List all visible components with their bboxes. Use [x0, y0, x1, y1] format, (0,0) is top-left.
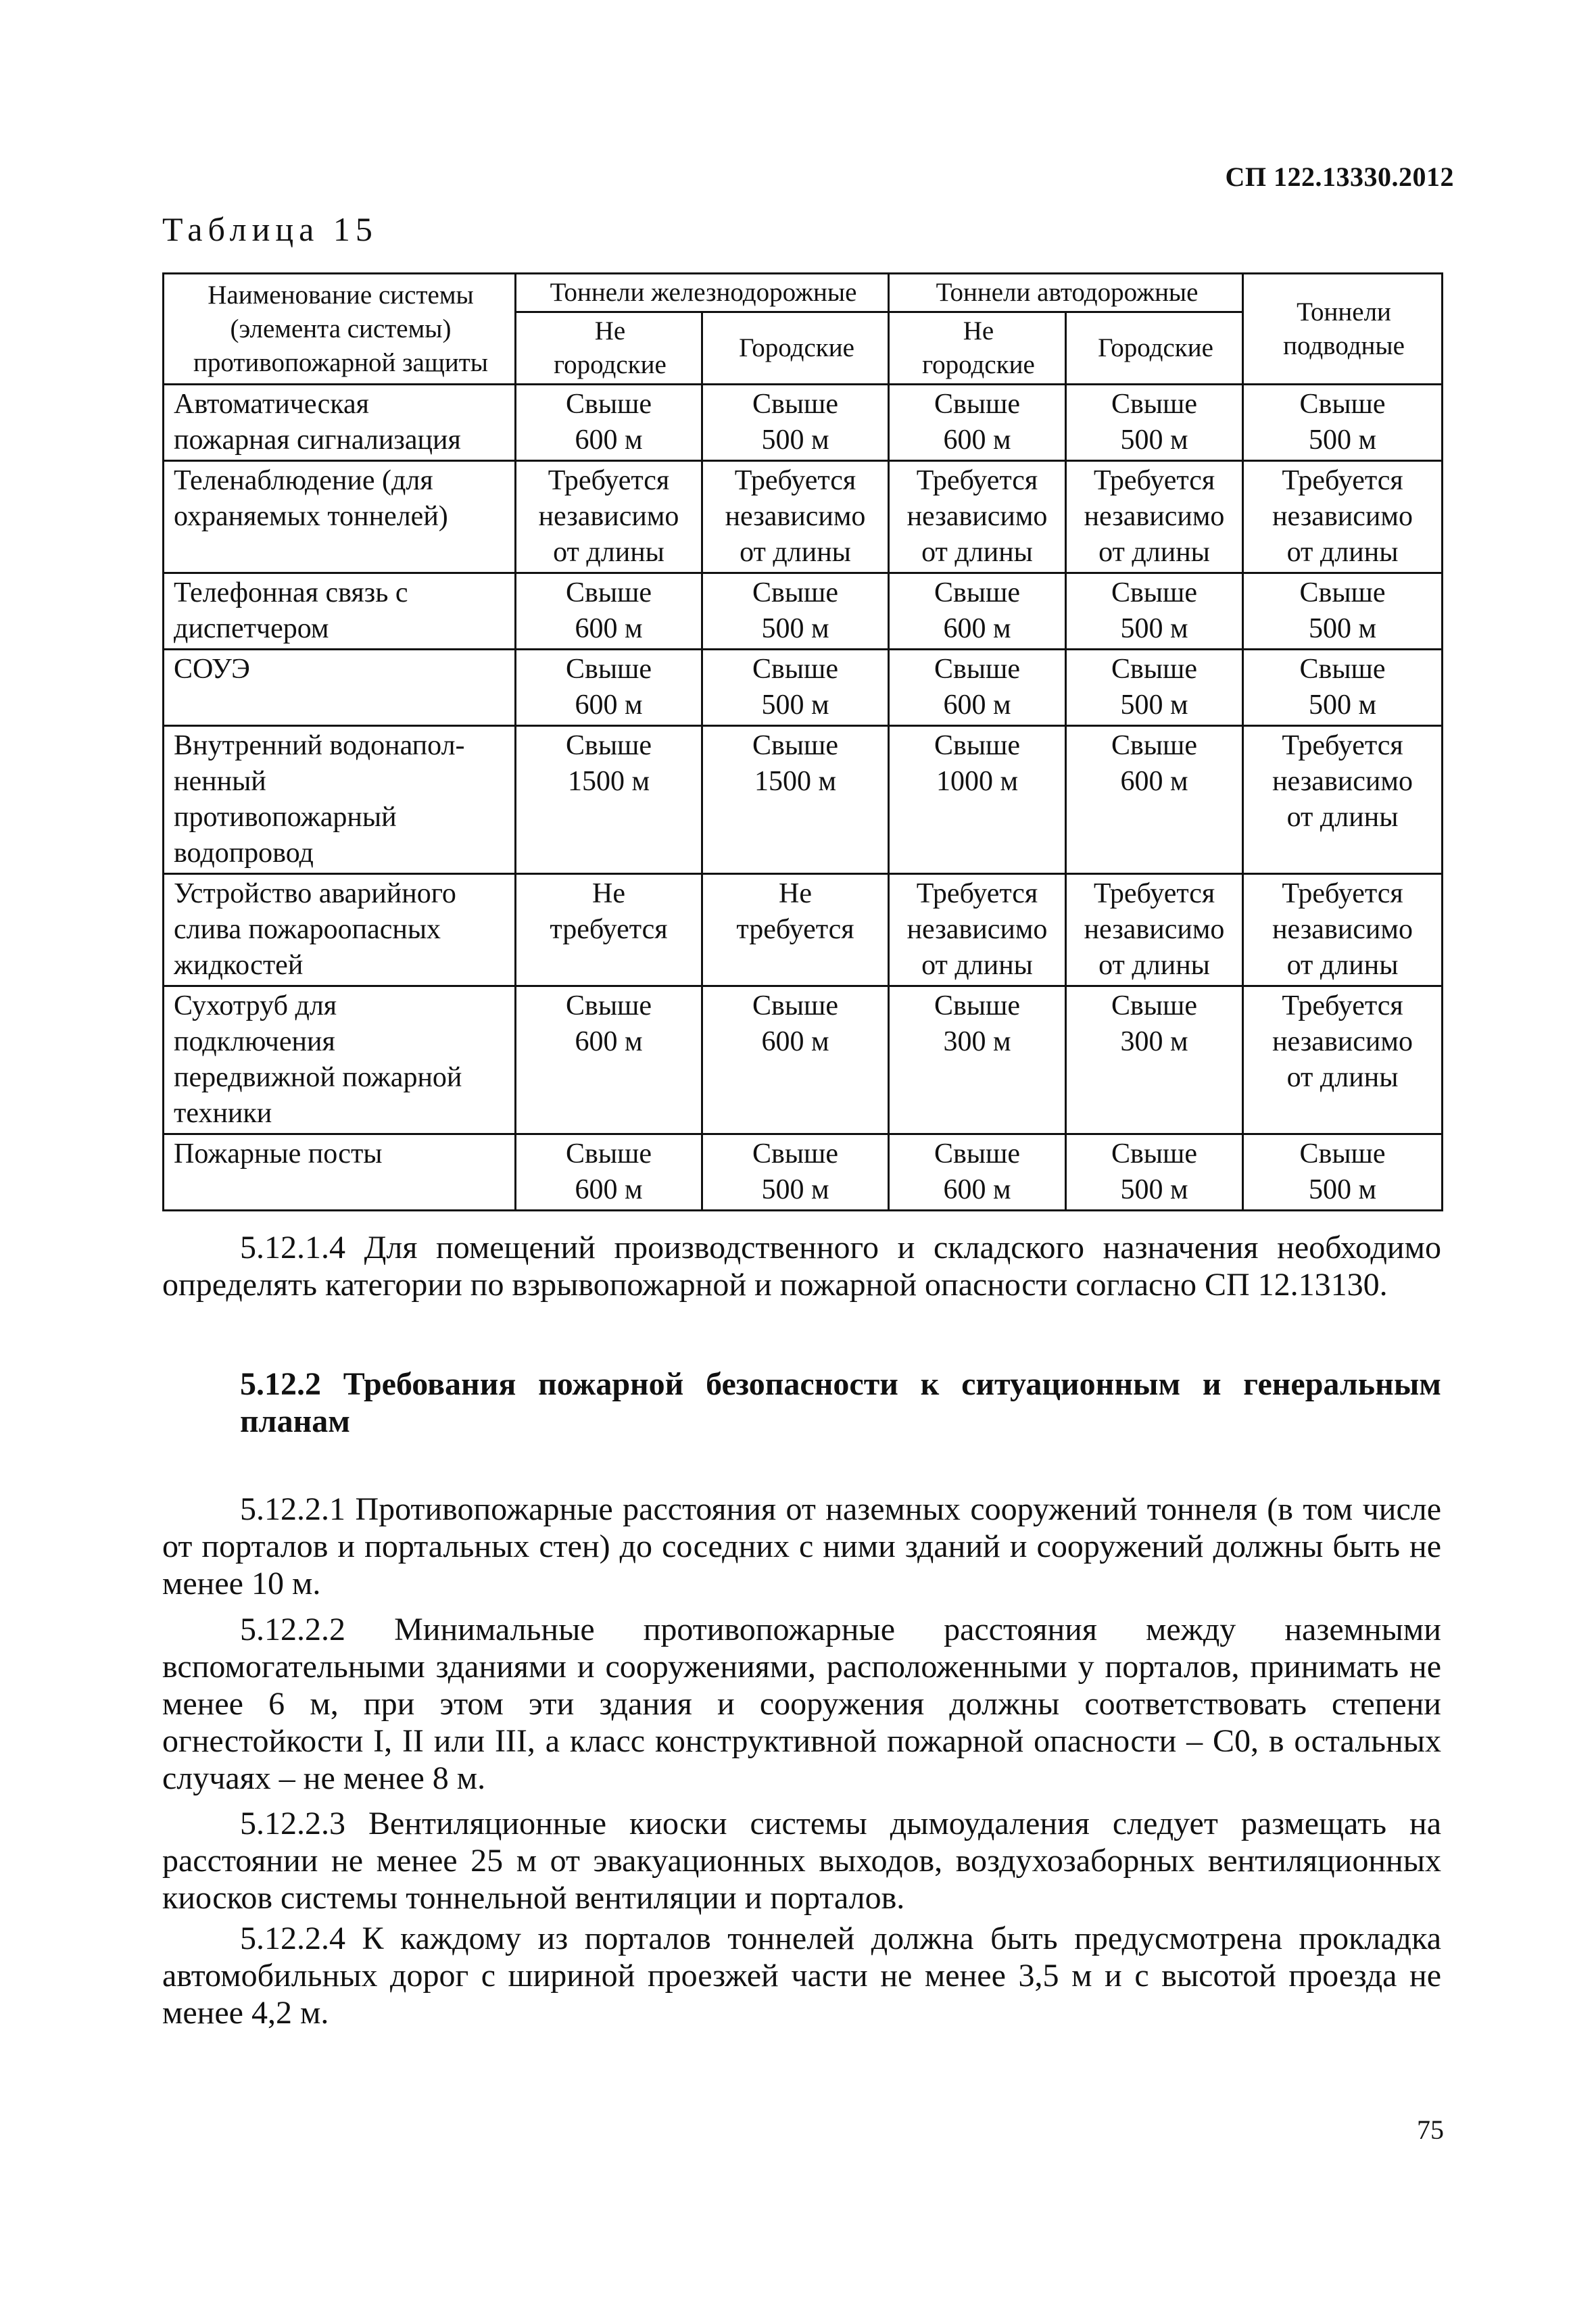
cell-rail-city: Не требуется — [702, 874, 889, 986]
row-system-name: Устройство аварийного слива пожароопасных жидкостей — [164, 874, 516, 986]
row-system-name: Внутренний водонапол- ненный противопожарный водопровод — [164, 726, 516, 874]
table-row — [164, 874, 1443, 986]
table-header-row — [164, 274, 1443, 312]
cell-rail-city: Свыше 500 м — [702, 1134, 889, 1211]
table-row — [164, 573, 1443, 650]
cell-road-noncity: Требуется независимо от длины — [889, 461, 1066, 573]
cell-road-noncity: Свыше 600 м — [889, 573, 1066, 650]
cell-underwater: Требуется независимо от длины — [1243, 986, 1443, 1134]
table-body — [164, 385, 1443, 1211]
cell-road-noncity: Свыше 1000 м — [889, 726, 1066, 874]
col-header-road-city: Городские — [1066, 312, 1243, 385]
cell-rail-city: Свыше 500 м — [702, 573, 889, 650]
fire-protection-table — [162, 272, 1443, 1211]
table-caption: Таблица 15 — [162, 210, 378, 248]
col-header-rail-city: Городские — [702, 312, 889, 385]
cell-rail-city: Свыше 500 м — [702, 650, 889, 726]
paragraph-5-12-2-3: 5.12.2.3 Вентиляционные киоски системы дымоудаления следует размещать на расстоянии не менее 25 м от эвакуационных выходов, воздухозаборных вентиляционных киосков системы тоннельной вентиляции и порталов. — [162, 1806, 1441, 1916]
cell-road-noncity: Свыше 600 м — [889, 650, 1066, 726]
table-row — [164, 385, 1443, 461]
col-header-road-noncity: Не городские — [889, 312, 1066, 385]
cell-road-city: Свыше 300 м — [1066, 986, 1243, 1134]
cell-road-city: Свыше 500 м — [1066, 385, 1243, 461]
document-code: СП 122.13330.2012 — [1225, 162, 1454, 192]
row-system-name: Автоматическая пожарная сигнализация — [164, 385, 516, 461]
cell-rail-noncity: Требуется независимо от длины — [516, 461, 702, 573]
heading-5-12-2: 5.12.2 Требования пожарной безопасности к ситуационным и генеральным планам — [240, 1366, 1441, 1439]
cell-road-city: Свыше 500 м — [1066, 573, 1243, 650]
row-system-name: Сухотруб для подключения передвижной пожарной техники — [164, 986, 516, 1134]
cell-underwater: Свыше 500 м — [1243, 573, 1443, 650]
col-header-underwater: Тоннели подводные — [1243, 274, 1443, 385]
cell-road-city: Требуется независимо от длины — [1066, 874, 1243, 986]
cell-rail-noncity: Свыше 600 м — [516, 986, 702, 1134]
paragraph-5-12-2-1: 5.12.2.1 Противопожарные расстояния от наземных сооружений тоннеля (в том числе от порталов и портальных стен) до соседних с ними зданий и сооружений должны быть не менее 10 м. — [162, 1491, 1441, 1601]
cell-road-noncity: Требуется независимо от длины — [889, 874, 1066, 986]
cell-road-city: Свыше 500 м — [1066, 1134, 1243, 1211]
cell-rail-noncity: Свыше 600 м — [516, 573, 702, 650]
cell-underwater: Свыше 500 м — [1243, 1134, 1443, 1211]
cell-road-noncity: Свыше 300 м — [889, 986, 1066, 1134]
cell-rail-noncity: Свыше 600 м — [516, 650, 702, 726]
col-group-road: Тоннели автодорожные — [889, 274, 1243, 312]
table-row — [164, 986, 1443, 1134]
table-row — [164, 1134, 1443, 1211]
cell-road-noncity: Свыше 600 м — [889, 385, 1066, 461]
cell-rail-noncity: Свыше 600 м — [516, 385, 702, 461]
cell-rail-noncity: Свыше 1500 м — [516, 726, 702, 874]
col-header-system: Наименование системы (элемента системы) противопожарной защиты — [164, 274, 516, 385]
cell-underwater: Требуется независимо от длины — [1243, 461, 1443, 573]
row-system-name: Пожарные посты — [164, 1134, 516, 1211]
row-system-name: Телефонная связь с диспетчером — [164, 573, 516, 650]
cell-rail-city: Свыше 500 м — [702, 385, 889, 461]
cell-underwater: Требуется независимо от длины — [1243, 726, 1443, 874]
cell-road-city: Свыше 600 м — [1066, 726, 1243, 874]
cell-rail-city: Требуется независимо от длины — [702, 461, 889, 573]
table-row — [164, 650, 1443, 726]
table-row — [164, 461, 1443, 573]
cell-rail-city: Свыше 1500 м — [702, 726, 889, 874]
table-row — [164, 726, 1443, 874]
cell-road-city: Требуется независимо от длины — [1066, 461, 1243, 573]
col-header-rail-noncity: Не городские — [516, 312, 702, 385]
row-system-name: Теленаблюдение (для охраняемых тоннелей) — [164, 461, 516, 573]
page-number: 75 — [1417, 2115, 1444, 2145]
cell-road-noncity: Свыше 600 м — [889, 1134, 1066, 1211]
row-system-name: СОУЭ — [164, 650, 516, 726]
cell-rail-city: Свыше 600 м — [702, 986, 889, 1134]
cell-underwater: Требуется независимо от длины — [1243, 874, 1443, 986]
paragraph-5-12-1-4: 5.12.1.4 Для помещений производственного и складского назначения необходимо определять категории по взрывопожарной и пожарной опасности согласно СП 12.13130. — [162, 1230, 1441, 1303]
cell-road-city: Свыше 500 м — [1066, 650, 1243, 726]
paragraph-5-12-2-4: 5.12.2.4 К каждому из порталов тоннелей должна быть предусмотрена прокладка автомобильных дорог с шириной проезжей части не менее 3,5 м и с высотой проезда не менее 4,2 м. — [162, 1921, 1441, 2031]
col-group-rail: Тоннели железнодорожные — [516, 274, 889, 312]
cell-underwater: Свыше 500 м — [1243, 385, 1443, 461]
cell-rail-noncity: Не требуется — [516, 874, 702, 986]
cell-rail-noncity: Свыше 600 м — [516, 1134, 702, 1211]
paragraph-5-12-2-2: 5.12.2.2 Минимальные противопожарные расстояния между наземными вспомогательными зданиями и сооружениями, расположенными у порталов, принимать не менее 6 м, при этом эти здания и сооружения должны соответствовать степени огнестойкости I, II или III, а класс конструктивной пожарной опасности – С0, в остальных случаях – не менее 8 м. — [162, 1612, 1441, 1796]
cell-underwater: Свыше 500 м — [1243, 650, 1443, 726]
